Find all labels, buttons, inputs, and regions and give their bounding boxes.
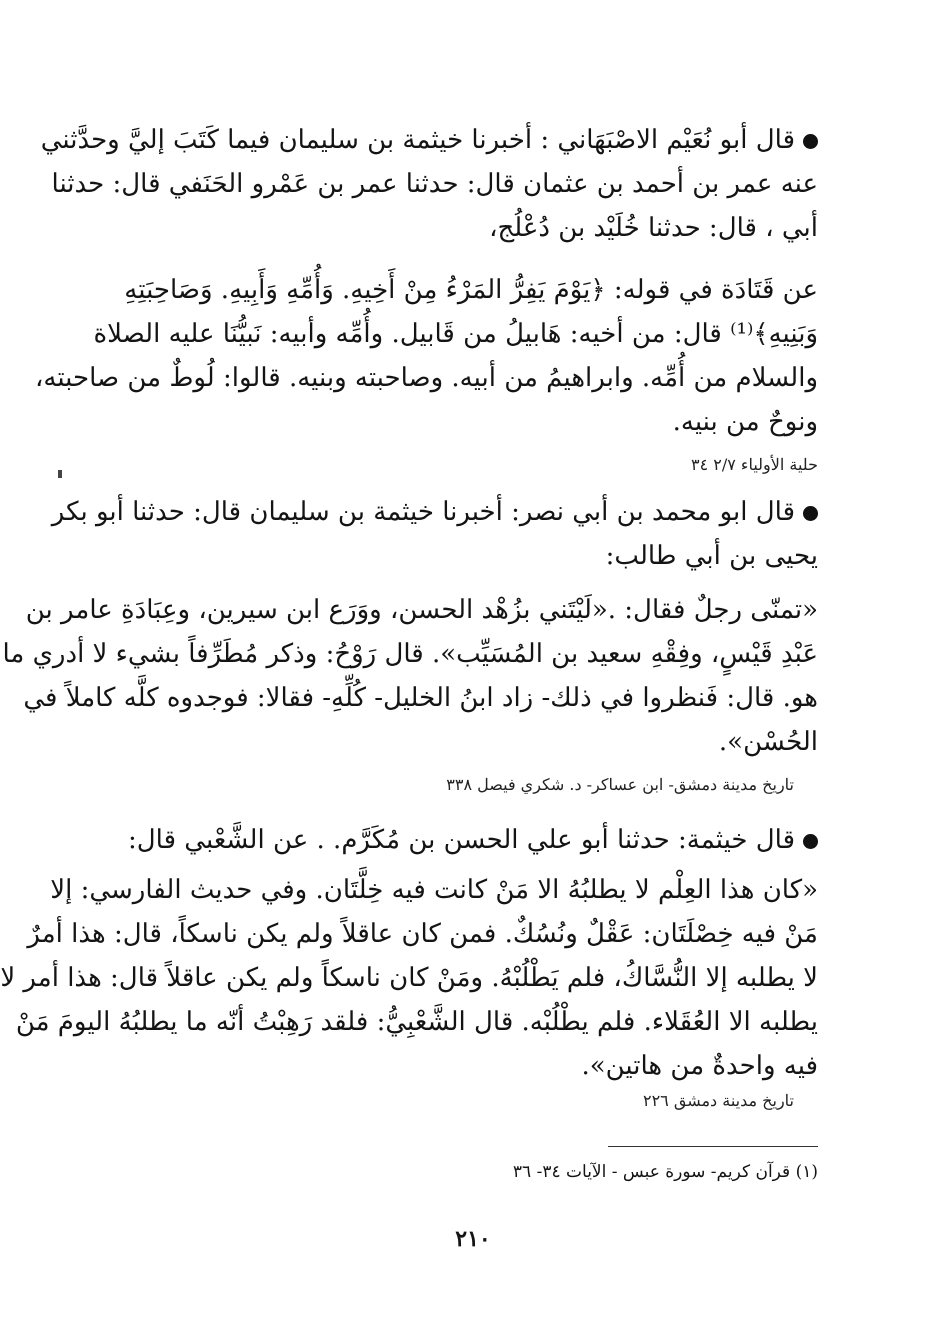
text-line: قال خيثمة: حدثنا أبو علي الحسن بن مُكَرَّم. . عن الشَّعْبي قال: bbox=[128, 825, 795, 855]
text-line: يطلبه الا العُقَلاء. فلم يطْلُبْه. قال الشَّعْبِيُّ: فلقد رَهِبْتُ أنّه ما يطلبُهُ اليومَ مَنْ bbox=[15, 1007, 818, 1037]
text-line: مَنْ فيه خِصْلَتَان: عَقْلٌ ونُسُكٌ. فمن كان عاقلاً ولم يكن ناسكاً، قال: هذا أمرٌ bbox=[27, 919, 818, 949]
text-line: قال ابو محمد بن أبي نصر: أخبرنا خيثمة بن سليمان قال: حدثنا أبو بكر bbox=[51, 497, 795, 527]
text-line: هو. قال: فَنظروا في ذلك- زاد ابنُ الخليل- كُلِّهِ- فقالا: فوجدوه كلَّه كاملاً في bbox=[23, 683, 818, 713]
page-number: ٢١٠ bbox=[455, 1226, 491, 1252]
text-line: والسلام من أُمِّه. وابراهيمُ من أبيه. وصاحبته وبنيه. قالوا: لُوطٌ من صاحبته، bbox=[34, 363, 818, 393]
paragraph-knowledge bbox=[0, 868, 818, 1088]
paragraph-abu-nuaym bbox=[40, 118, 818, 250]
bullet-icon bbox=[803, 506, 818, 521]
text-line: لا يطلبه إلا النُّسَّاكُ، فلم يَطْلُبْهُ. ومَنْ كان ناسكاً ولم يكن عاقلاً قال: هذا أمر لا bbox=[0, 963, 818, 993]
text-line: ونوحٌ من بنيه. bbox=[672, 407, 818, 437]
footnote: (١) قرآن كريم- سورة عبس - الآيات ٣٤- ٣٦ bbox=[512, 1162, 818, 1182]
source-citation: تاريخ مدينة دمشق- ابن عساكر- د. شكري فيصل ٣٣٨ bbox=[446, 775, 794, 794]
bullet-icon bbox=[803, 134, 818, 149]
text-line: عنه عمر بن أحمد بن عثمان قال: حدثنا عمر بن عَمْرو الحَنَفي قال: حدثنا bbox=[51, 169, 818, 199]
footnote-divider bbox=[608, 1146, 818, 1147]
text-line: فيه واحدةٌ من هاتين». bbox=[581, 1051, 818, 1081]
text-line: عن قَتَادَة في قوله: ﴿يَوْمَ يَفِرُّ المَرْءُ مِنْ أَخِيهِ. وَأُمِّهِ وَأَبِيهِ. وَصَاحِبَتِهِ bbox=[124, 275, 818, 305]
source-citation: تاريخ مدينة دمشق ٢٢٦ bbox=[642, 1091, 794, 1110]
text-line: «كان هذا العِلْم لا يطلبُهُ الا مَنْ كانت فيه خِلَّتَان. وفي حديث الفارسي: إلا bbox=[50, 875, 818, 905]
bullet-icon bbox=[803, 834, 818, 849]
paragraph-qatada bbox=[34, 268, 818, 444]
paragraph-abu-muhammad bbox=[51, 490, 818, 578]
text-line: يحيى بن أبي طالب: bbox=[605, 541, 818, 571]
margin-mark bbox=[58, 470, 62, 478]
text-line: عَبْدِ قَيْسٍ، وفِقْهِ سعيد بن المُسَيِّب». قال رَوْحُ: وذكر مُطَرِّفاً بشيء لا أدري ما bbox=[2, 639, 818, 669]
text-line: الحُسْن». bbox=[718, 727, 818, 757]
text-line: وَبَنِيهِ﴾⁽¹⁾ قال: من أخيه: هَابيلُ من قَابيل. وأُمِّه وأبيه: نَبيُّنَا عليه الصلاة bbox=[93, 319, 818, 349]
text-line: «تمنّى رجلٌ فقال: .«لَيْتَني بزُهْد الحسن، ووَرَع ابن سيرين، وعِبَادَةِ عامر بن bbox=[25, 595, 818, 625]
source-citation: حلية الأولياء ٢/٧ ٣٤ bbox=[690, 455, 818, 474]
text-line: قال أبو نُعَيْم الاصْبَهَاني : أخبرنا خيثمة بن سليمان فيما كَتَبَ إليَّ وحدَّثني bbox=[40, 125, 795, 155]
text-line: أبي ، قال: حدثنا خُلَيْد بن دُعْلُج، bbox=[489, 213, 818, 243]
paragraph-wish bbox=[2, 588, 818, 764]
paragraph-khaythama bbox=[128, 818, 818, 862]
